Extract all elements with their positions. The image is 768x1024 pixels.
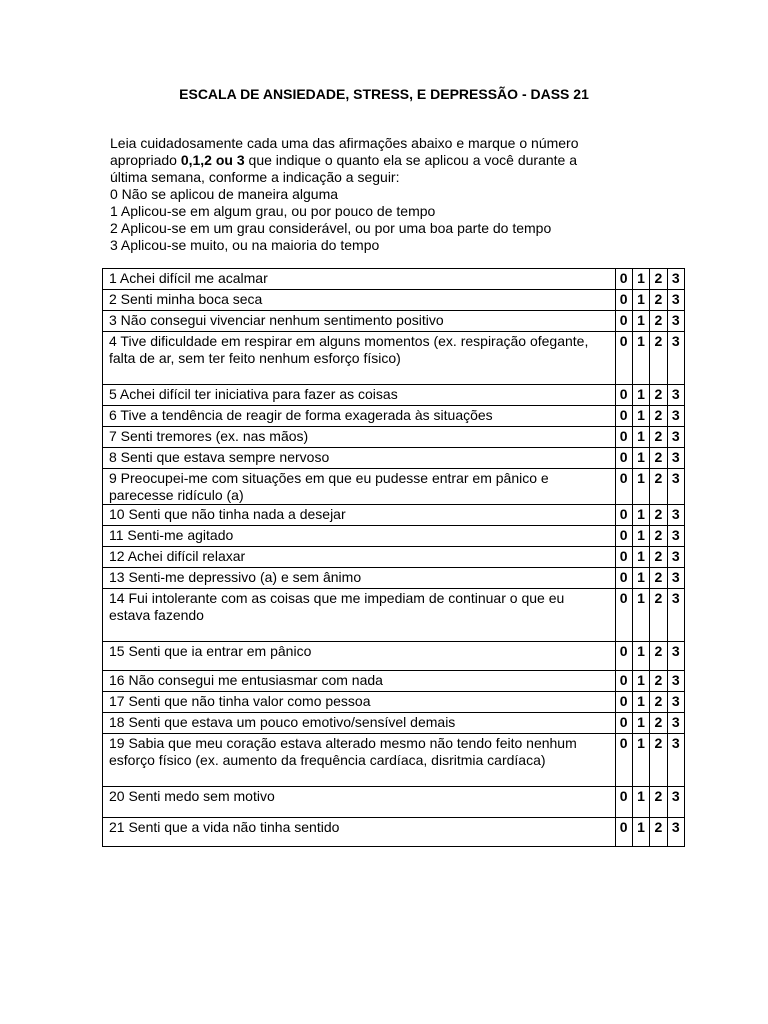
answer-option-1[interactable]: 1 xyxy=(632,505,649,526)
instructions-line-3: última semana, conforme a indicação a seguir: xyxy=(110,169,400,185)
answer-option-0[interactable]: 0 xyxy=(615,448,632,469)
answer-option-2[interactable]: 2 xyxy=(650,589,667,642)
answer-option-1[interactable]: 1 xyxy=(632,671,649,692)
answer-option-2[interactable]: 2 xyxy=(650,671,667,692)
scale-option-3: 3 Aplicou-se muito, ou na maioria do tempo xyxy=(110,237,380,253)
instructions-line-1: Leia cuidadosamente cada uma das afirmações abaixo e marque o número xyxy=(110,135,579,151)
answer-option-0[interactable]: 0 xyxy=(615,505,632,526)
answer-option-1[interactable]: 1 xyxy=(632,713,649,734)
answer-option-3[interactable]: 3 xyxy=(667,427,684,448)
question-text: 16 Não consegui me entusiasmar com nada xyxy=(103,671,616,692)
answer-option-3[interactable]: 3 xyxy=(667,469,684,505)
question-text: 13 Senti-me depressivo (a) e sem ânimo xyxy=(103,568,616,589)
answer-option-1[interactable]: 1 xyxy=(632,311,649,332)
answer-option-0[interactable]: 0 xyxy=(615,311,632,332)
table-row xyxy=(103,505,685,526)
answer-option-0[interactable]: 0 xyxy=(615,818,632,847)
answer-option-2[interactable]: 2 xyxy=(650,713,667,734)
answer-option-1[interactable]: 1 xyxy=(632,526,649,547)
answer-option-2[interactable]: 2 xyxy=(650,469,667,505)
table-row xyxy=(103,642,685,671)
scale-option-0: 0 Não se aplicou de maneira alguma xyxy=(110,186,339,202)
answer-option-1[interactable]: 1 xyxy=(632,568,649,589)
table-row xyxy=(103,734,685,787)
question-text: 15 Senti que ia entrar em pânico xyxy=(103,642,616,671)
answer-option-2[interactable]: 2 xyxy=(650,505,667,526)
question-text: 20 Senti medo sem motivo xyxy=(103,787,616,818)
answer-option-0[interactable]: 0 xyxy=(615,332,632,385)
answer-option-0[interactable]: 0 xyxy=(615,269,632,290)
scale-option-2: 2 Aplicou-se em um grau considerável, ou por uma boa parte do tempo xyxy=(110,220,552,236)
answer-option-3[interactable]: 3 xyxy=(667,642,684,671)
instructions xyxy=(110,135,670,254)
answer-option-3[interactable]: 3 xyxy=(667,269,684,290)
table-row xyxy=(103,332,685,385)
instructions-bold-options: ou 3 xyxy=(215,152,245,168)
table-row xyxy=(103,469,685,505)
table-row xyxy=(103,427,685,448)
question-text: 21 Senti que a vida não tinha sentido xyxy=(103,818,616,847)
answer-option-0[interactable]: 0 xyxy=(615,547,632,568)
answer-option-3[interactable]: 3 xyxy=(667,290,684,311)
question-text: 17 Senti que não tinha valor como pessoa xyxy=(103,692,616,713)
answer-option-0[interactable]: 0 xyxy=(615,589,632,642)
question-text: 6 Tive a tendência de reagir de forma exagerada às situações xyxy=(103,406,616,427)
instructions-line-2 xyxy=(110,152,670,169)
answer-option-3[interactable]: 3 xyxy=(667,734,684,787)
answer-option-3[interactable]: 3 xyxy=(667,787,684,818)
question-text: 5 Achei difícil ter iniciativa para fazer as coisas xyxy=(103,385,616,406)
answer-option-3[interactable]: 3 xyxy=(667,448,684,469)
answer-option-2[interactable]: 2 xyxy=(650,385,667,406)
question-text: 8 Senti que estava sempre nervoso xyxy=(103,448,616,469)
table-row xyxy=(103,692,685,713)
answer-option-0[interactable]: 0 xyxy=(615,734,632,787)
answer-option-2[interactable]: 2 xyxy=(650,642,667,671)
answer-option-1[interactable]: 1 xyxy=(632,547,649,568)
question-text: 12 Achei difícil relaxar xyxy=(103,547,616,568)
answer-option-0[interactable]: 0 xyxy=(615,385,632,406)
answer-option-0[interactable]: 0 xyxy=(615,568,632,589)
answer-option-0[interactable]: 0 xyxy=(615,642,632,671)
question-text: 3 Não consegui vivenciar nenhum sentimento positivo xyxy=(103,311,616,332)
answer-option-3[interactable]: 3 xyxy=(667,568,684,589)
table-row xyxy=(103,787,685,818)
answer-option-2[interactable]: 2 xyxy=(650,406,667,427)
answer-option-0[interactable]: 0 xyxy=(615,427,632,448)
instructions-bold-options: 0,1,2 xyxy=(180,152,212,168)
answer-option-1[interactable]: 1 xyxy=(632,818,649,847)
answer-option-3[interactable]: 3 xyxy=(667,713,684,734)
instructions-text: apropriado xyxy=(110,152,181,168)
answer-option-3[interactable]: 3 xyxy=(667,311,684,332)
answer-option-2[interactable]: 2 xyxy=(650,787,667,818)
questionnaire-table xyxy=(102,268,685,847)
table-row xyxy=(103,671,685,692)
answer-option-2[interactable]: 2 xyxy=(650,692,667,713)
answer-option-2[interactable]: 2 xyxy=(650,427,667,448)
question-text: 14 Fui intolerante com as coisas que me impediam de continuar o que eu estava fazendo xyxy=(103,589,616,642)
answer-option-1[interactable]: 1 xyxy=(632,332,649,385)
answer-option-1[interactable]: 1 xyxy=(632,787,649,818)
answer-option-0[interactable]: 0 xyxy=(615,671,632,692)
answer-option-1[interactable]: 1 xyxy=(632,385,649,406)
answer-option-2[interactable]: 2 xyxy=(650,526,667,547)
answer-option-1[interactable]: 1 xyxy=(632,469,649,505)
question-text: 1 Achei difícil me acalmar xyxy=(103,269,616,290)
table-row xyxy=(103,406,685,427)
answer-option-2[interactable]: 2 xyxy=(650,332,667,385)
table-row xyxy=(103,568,685,589)
answer-option-2[interactable]: 2 xyxy=(650,568,667,589)
answer-option-1[interactable]: 1 xyxy=(632,589,649,642)
table-row xyxy=(103,448,685,469)
question-text: 7 Senti tremores (ex. nas mãos) xyxy=(103,427,616,448)
answer-option-2[interactable]: 2 xyxy=(650,448,667,469)
instructions-text: que indique o quanto ela se aplicou a você durante a xyxy=(244,152,578,168)
answer-option-1[interactable]: 1 xyxy=(632,269,649,290)
answer-option-0[interactable]: 0 xyxy=(615,787,632,818)
answer-option-2[interactable]: 2 xyxy=(650,311,667,332)
table-row xyxy=(103,290,685,311)
answer-option-3[interactable]: 3 xyxy=(667,818,684,847)
answer-option-0[interactable]: 0 xyxy=(615,290,632,311)
answer-option-3[interactable]: 3 xyxy=(667,505,684,526)
answer-option-2[interactable]: 2 xyxy=(650,290,667,311)
answer-option-1[interactable]: 1 xyxy=(632,642,649,671)
answer-option-0[interactable]: 0 xyxy=(615,469,632,505)
page-title: ESCALA DE ANSIEDADE, STRESS, E DEPRESSÃO - DASS 21 xyxy=(179,86,589,102)
answer-option-1[interactable]: 1 xyxy=(632,427,649,448)
question-text: 10 Senti que não tinha nada a desejar xyxy=(103,505,616,526)
answer-option-0[interactable]: 0 xyxy=(615,713,632,734)
answer-option-3[interactable]: 3 xyxy=(667,526,684,547)
answer-option-0[interactable]: 0 xyxy=(615,692,632,713)
table-row xyxy=(103,526,685,547)
answer-option-1[interactable]: 1 xyxy=(632,290,649,311)
question-text: 18 Senti que estava um pouco emotivo/sensível demais xyxy=(103,713,616,734)
answer-option-3[interactable]: 3 xyxy=(667,385,684,406)
answer-option-1[interactable]: 1 xyxy=(632,448,649,469)
question-text: 9 Preocupei-me com situações em que eu pudesse entrar em pânico e parecesse ridículo (a) xyxy=(103,469,616,505)
table-row xyxy=(103,311,685,332)
question-text: 4 Tive dificuldade em respirar em alguns momentos (ex. respiração ofegante, falta de ar, sem ter feito nenhum esforço físico) xyxy=(103,332,616,385)
table-row xyxy=(103,589,685,642)
scale-option-1: 1 Aplicou-se em algum grau, ou por pouco de tempo xyxy=(110,203,436,219)
answer-option-2[interactable]: 2 xyxy=(650,269,667,290)
table-row xyxy=(103,547,685,568)
answer-option-2[interactable]: 2 xyxy=(650,547,667,568)
answer-option-1[interactable]: 1 xyxy=(632,692,649,713)
answer-option-2[interactable]: 2 xyxy=(650,818,667,847)
table-row xyxy=(103,713,685,734)
answer-option-3[interactable]: 3 xyxy=(667,406,684,427)
answer-option-0[interactable]: 0 xyxy=(615,526,632,547)
table-row xyxy=(103,269,685,290)
answer-option-3[interactable]: 3 xyxy=(667,332,684,385)
answer-option-3[interactable]: 3 xyxy=(667,671,684,692)
answer-option-1[interactable]: 1 xyxy=(632,406,649,427)
question-text: 19 Sabia que meu coração estava alterado mesmo não tendo feito nenhum esforço físico (ex. aumento da frequência cardíaca, disritmia cardíaca) xyxy=(103,734,616,787)
answer-option-3[interactable]: 3 xyxy=(667,547,684,568)
answer-option-1[interactable]: 1 xyxy=(632,734,649,787)
answer-option-2[interactable]: 2 xyxy=(650,734,667,787)
table-row xyxy=(103,818,685,847)
answer-option-3[interactable]: 3 xyxy=(667,589,684,642)
question-text: 2 Senti minha boca seca xyxy=(103,290,616,311)
question-text: 11 Senti-me agitado xyxy=(103,526,616,547)
answer-option-0[interactable]: 0 xyxy=(615,406,632,427)
table-row xyxy=(103,385,685,406)
answer-option-3[interactable]: 3 xyxy=(667,692,684,713)
